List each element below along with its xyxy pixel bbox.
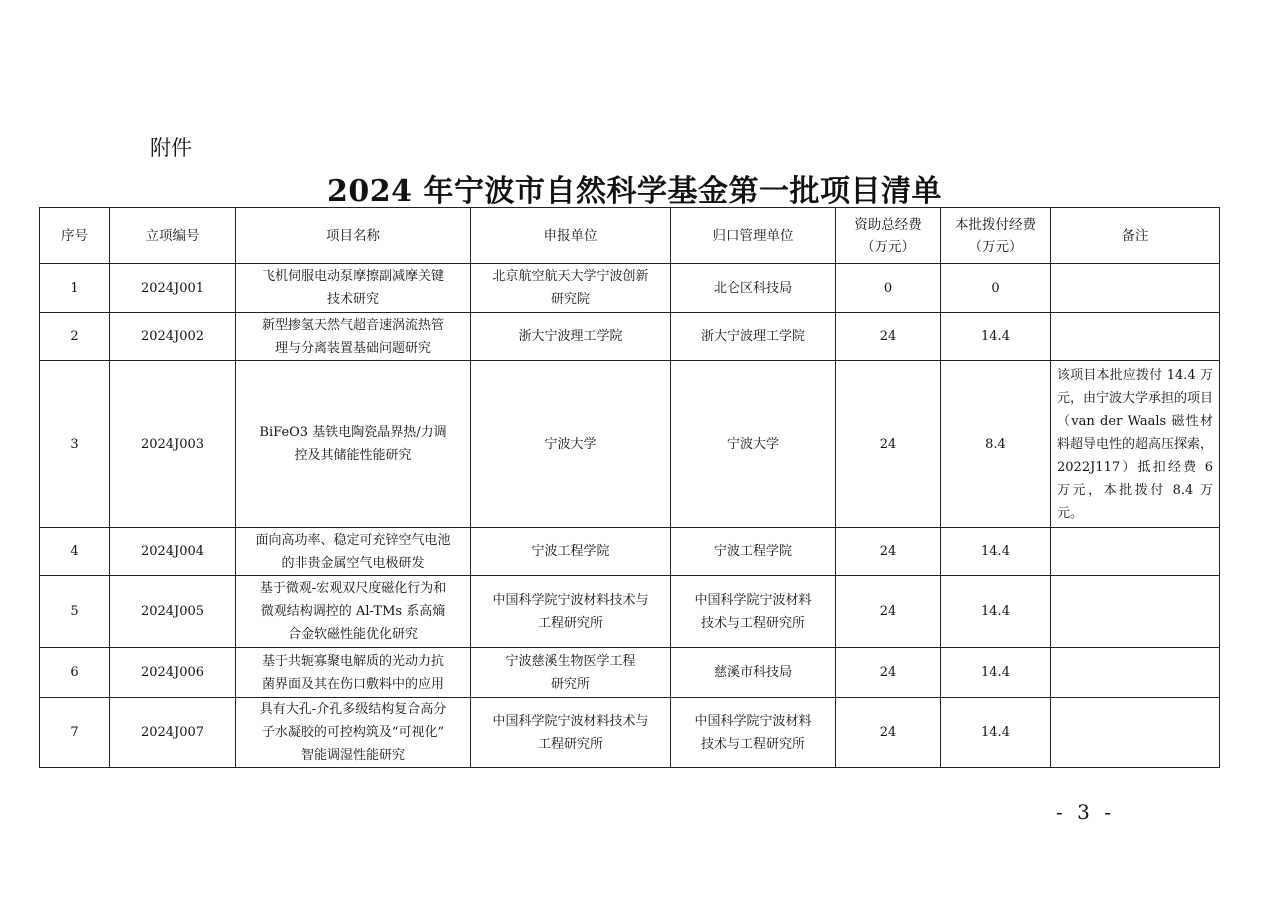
cell-name (236, 648, 471, 698)
header-total-line1: 资助总经费 (854, 216, 922, 233)
cell-index: 6 (40, 648, 110, 698)
header-batch (941, 208, 1051, 264)
header-manager: 归口管理单位 (671, 208, 836, 264)
cell-name-line: 具有大孔-介孔多级结构复合高分 (259, 702, 447, 717)
cell-name (236, 264, 471, 313)
cell-name (236, 313, 471, 361)
cell-code: 2024J004 (110, 528, 236, 576)
header-unit: 申报单位 (471, 208, 671, 264)
cell-name-line: 控及其储能性能研究 (294, 448, 412, 463)
cell-unit: 浙大宁波理工学院 (471, 313, 671, 361)
cell-remark (1051, 648, 1220, 698)
cell-batch: 0 (941, 264, 1051, 313)
header-total (836, 208, 941, 264)
cell-remark (1051, 264, 1220, 313)
cell-manager: 慈溪市科技局 (671, 648, 836, 698)
cell-name-line: BiFeO3 基铁电陶瓷晶界热/力调 (259, 425, 447, 440)
cell-name-line: 的非贵金属空气电极研发 (281, 555, 425, 571)
cell-manager: 宁波工程学院 (671, 528, 836, 576)
cell-batch: 14.4 (941, 698, 1051, 768)
cell-batch: 14.4 (941, 313, 1051, 361)
table-row (40, 313, 1220, 361)
header-total-line2: （万元） (861, 238, 915, 255)
cell-manager-line: 技术与工程研究所 (700, 615, 805, 631)
page-number: - 3 - (1056, 800, 1115, 824)
cell-name-line: 菌界面及其在伤口敷料中的应用 (261, 676, 444, 692)
table-row (40, 698, 1220, 768)
header-code: 立项编号 (110, 208, 236, 264)
cell-remark (1051, 576, 1220, 648)
cell-manager (671, 698, 836, 768)
cell-name (236, 528, 471, 576)
cell-index: 4 (40, 528, 110, 576)
cell-index: 5 (40, 576, 110, 648)
cell-name-line: 基于微观-宏观双尺度磁化行为和 (259, 581, 447, 596)
header-batch-line2: （万元） (968, 238, 1023, 255)
cell-name (236, 698, 471, 768)
table-row (40, 576, 1220, 648)
cell-unit-line: 工程研究所 (537, 736, 603, 752)
cell-batch: 14.4 (941, 576, 1051, 648)
cell-name-line: 子水凝胶的可控构筑及“可视化” (261, 725, 445, 740)
cell-name-line: 理与分离装置基础问题研究 (274, 340, 431, 356)
cell-total: 24 (836, 313, 941, 361)
attachment-label: 附件 (150, 136, 192, 160)
document-title: 2024 年宁波市自然科学基金第一批项目清单 (327, 174, 942, 209)
cell-total: 24 (836, 576, 941, 648)
cell-batch: 14.4 (941, 648, 1051, 698)
cell-remark (1051, 528, 1220, 576)
cell-name-line: 新型掺氢天然气超音速涡流热管 (261, 317, 444, 333)
table-row (40, 361, 1220, 528)
cell-code: 2024J007 (110, 698, 236, 768)
cell-manager: 北仑区科技局 (671, 264, 836, 313)
cell-unit-line: 中国科学院宁波材料技术与 (492, 592, 649, 608)
cell-batch: 8.4 (941, 361, 1051, 528)
table-row (40, 264, 1220, 313)
cell-manager-line: 中国科学院宁波材料 (694, 713, 812, 729)
table-row (40, 528, 1220, 576)
cell-code: 2024J002 (110, 313, 236, 361)
cell-remark (1051, 313, 1220, 361)
cell-code: 2024J006 (110, 648, 236, 698)
cell-code: 2024J005 (110, 576, 236, 648)
cell-manager: 浙大宁波理工学院 (671, 313, 836, 361)
cell-unit: 宁波大学 (471, 361, 671, 528)
cell-manager-line: 技术与工程研究所 (700, 736, 805, 752)
cell-manager: 宁波大学 (671, 361, 836, 528)
cell-index: 2 (40, 313, 110, 361)
cell-unit: 宁波工程学院 (471, 528, 671, 576)
cell-total: 24 (836, 698, 941, 768)
cell-name (236, 576, 471, 648)
cell-unit-line: 研究所 (550, 676, 590, 692)
cell-total: 24 (836, 648, 941, 698)
cell-total: 24 (836, 528, 941, 576)
cell-code: 2024J001 (110, 264, 236, 313)
cell-unit (471, 264, 671, 313)
cell-unit-line: 北京航空航天大学宁波创新 (492, 269, 649, 284)
cell-total: 24 (836, 361, 941, 528)
cell-name-line: 基于共轭寡聚电解质的光动力抗 (261, 653, 444, 669)
cell-manager-line: 中国科学院宁波材料 (694, 592, 812, 608)
cell-unit-line: 宁波慈溪生物医学工程 (505, 653, 636, 669)
cell-code: 2024J003 (110, 361, 236, 528)
cell-index: 3 (40, 361, 110, 528)
cell-remark: 该项目本批应拨付 14.4 万元，由宁波大学承担的项目（van der Waals 磁性材料超导电性的超高压探索，2022J117）抵扣经费 6 万元，本批拨付 8.4 万元。 (1051, 361, 1220, 528)
header-batch-line1: 本批拨付经费 (955, 216, 1036, 233)
cell-batch: 14.4 (941, 528, 1051, 576)
cell-name-line: 面向高功率、稳定可充锌空气电池 (255, 532, 451, 548)
cell-unit-line: 工程研究所 (537, 615, 603, 631)
cell-index: 1 (40, 264, 110, 313)
cell-name-line: 技术研究 (326, 292, 379, 307)
cell-name-line: 合金软磁性能优化研究 (287, 627, 418, 642)
cell-name-line: 飞机伺服电动泵摩擦副减摩关键 (261, 269, 444, 284)
header-name: 项目名称 (236, 208, 471, 264)
header-remark: 备注 (1051, 208, 1220, 264)
cell-name-line: 智能调湿性能研究 (300, 748, 405, 763)
header-index: 序号 (40, 208, 110, 264)
cell-manager (671, 576, 836, 648)
cell-unit (471, 698, 671, 768)
table-header-row (40, 208, 1220, 264)
project-table (39, 207, 1220, 768)
cell-unit-line: 中国科学院宁波材料技术与 (492, 713, 649, 729)
cell-name (236, 361, 471, 528)
table-row (40, 648, 1220, 698)
cell-unit-line: 研究院 (550, 292, 590, 307)
cell-unit (471, 648, 671, 698)
cell-name-line: 微观结构调控的 Al-TMs 系高熵 (260, 604, 446, 619)
cell-remark (1051, 698, 1220, 768)
cell-unit (471, 576, 671, 648)
cell-index: 7 (40, 698, 110, 768)
cell-total: 0 (836, 264, 941, 313)
